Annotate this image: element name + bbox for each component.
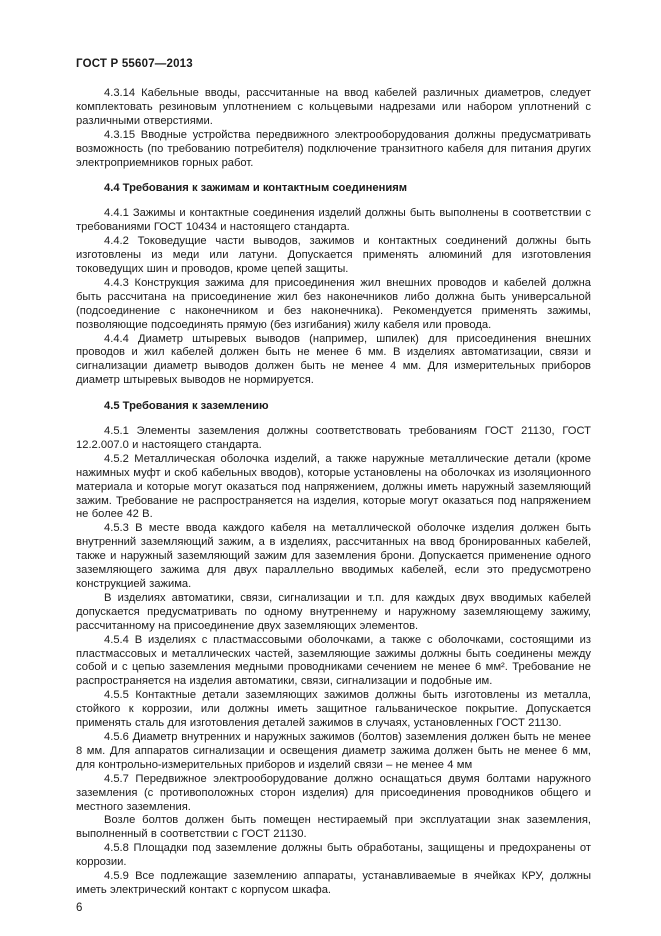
paragraph-4-4-1: 4.4.1 Зажимы и контактные соединения изделий должны быть выполнены в соответствии с требованиями ГОСТ 10434 и настоящего стандарта. xyxy=(76,207,591,234)
paragraph-4-5-6: 4.5.6 Диаметр внутренних и наружных зажимов (болтов) заземления должен быть не менее 8 мм. Для аппаратов сигнализации и освещения диаметр зажима должен быть не менее 6 мм, для контрольно-измерительных приборов и изделий связи – не менее 4 мм xyxy=(76,730,591,771)
paragraph-4-5-9: 4.5.9 Все подлежащие заземлению аппараты, устанавливаемые в ячейках КРУ, должны иметь электрический контакт с корпусом шкафа. xyxy=(76,870,591,896)
paragraph-4-5-3-continued: В изделиях автоматики, связи, сигнализации и т.п. для каждых двух вводимых кабелей допускается предусматривать по одному внутреннему и наружному заземляющему зажиму, рассчитанному на присоединение двух заземляющих элементов. xyxy=(76,591,591,632)
paragraph-4-5-8: 4.5.8 Площадки под заземление должны быть обработаны, защищены и предохранены от коррозии. xyxy=(76,842,591,869)
paragraph-4-5-7: 4.5.7 Передвижное электрооборудование должно оснащаться двумя болтами наружного заземления (с противоположных сторон изделия) для присоединения проводников общего и местного заземления. xyxy=(76,772,591,813)
paragraph-4-3-15: 4.3.15 Вводные устройства передвижного электрооборудования должны предусматривать возможность (по требованию потребителя) подключение транзитного кабеля для питания других электроприемников горных работ. xyxy=(76,128,591,169)
paragraph-4-5-4: 4.5.4 В изделиях с пластмассовыми оболочками, а также с оболочками, состоящими из пластмассовых и металлических частей, заземляющие зажимы должны быть соединены между собой и с цепью заземления медными проводниками сечением не менее 6 мм². Требование не распространяется на изделия автоматики, связи, сигнализации и подобные им. xyxy=(76,633,591,688)
paragraph-4-5-1: 4.5.1 Элементы заземления должны соответствовать требованиям ГОСТ 21130, ГОСТ 12.2.007.0 и настоящего стандарта. xyxy=(76,425,591,451)
paragraph-4-4-3: 4.4.3 Конструкция зажима для присоединения жил внешних проводов и кабелей должна быть рассчитана на присоединение жил без наконечников либо должна быть универсальной (подсоединение с наконечником и без наконечника). Рекомендуется применять зажимы, позволяющие подсоединять прямую (без изгибания) жилу кабеля или провода. xyxy=(76,276,591,331)
paragraph-4-5-5: 4.5.5 Контактные детали заземляющих зажимов должны быть изготовлены из металла, стойкого к коррозии, или должны иметь защитное гальваническое покрытие. Допускается применять сталь для изготовления деталей зажимов в случаях, установленных ГОСТ 21130. xyxy=(76,689,591,730)
section-heading-4-4: 4.4 Требования к зажимам и контактным соединениям xyxy=(104,182,408,195)
document-header: ГОСТ Р 55607—2013 xyxy=(76,58,193,70)
paragraph-4-4-2: 4.4.2 Токоведущие части выводов, зажимов и контактных соединений должны быть изготовлены из меди или латуни. Допускается применять алюминий для изготовления токоведущих шин и проводов, кроме цепей защиты. xyxy=(76,235,591,275)
paragraph-4-3-14: 4.3.14 Кабельные вводы, рассчитанные на ввод кабелей различных диаметров, следует комплектовать резиновым уплотнением с кольцевыми надрезами или набором уплотнений с различными отверстиями. xyxy=(76,87,591,127)
paragraph-4-4-4: 4.4.4 Диаметр штыревых выводов (например, шпилек) для присоединения внешних проводов и жил кабелей должен быть не менее 6 мм. В изделиях автоматизации, связи и сигнализации диаметр выводов должен быть не менее 4 мм. Для измерительных приборов диаметр штыревых выводов не нормируется. xyxy=(76,332,591,387)
paragraph-4-5-3: 4.5.3 В месте ввода каждого кабеля на металлической оболочке изделия должен быть внутренний заземляющий зажим, а в изделиях, рассчитанных на ввод бронированных кабелей, также и наружный заземляющий зажим для заземления брони. Допускается применение одного заземляющего зажима для двух параллельно вводимых кабелей, если это предусмотрено конструкцией зажима. xyxy=(76,522,591,590)
section-heading-4-5: 4.5 Требования к заземлению xyxy=(104,400,269,413)
paragraph-4-5-7-continued: Возле болтов должен быть помещен нестираемый при эксплуатации знак заземления, выполненный в соответствии с ГОСТ 21130. xyxy=(76,814,591,841)
page-number: 6 xyxy=(76,902,83,914)
paragraph-4-5-2: 4.5.2 Металлическая оболочка изделий, а также наружные металлические детали (кроме нажимных муфт и скоб кабельных вводов), которые установлены на оболочках из изоляционного материала и которые могут оказаться под напряжением, должны иметь наружный заземляющий зажим. Требование не распространяется на изделия, которые могут оказаться под напряжением не более 42 В. xyxy=(76,452,591,521)
